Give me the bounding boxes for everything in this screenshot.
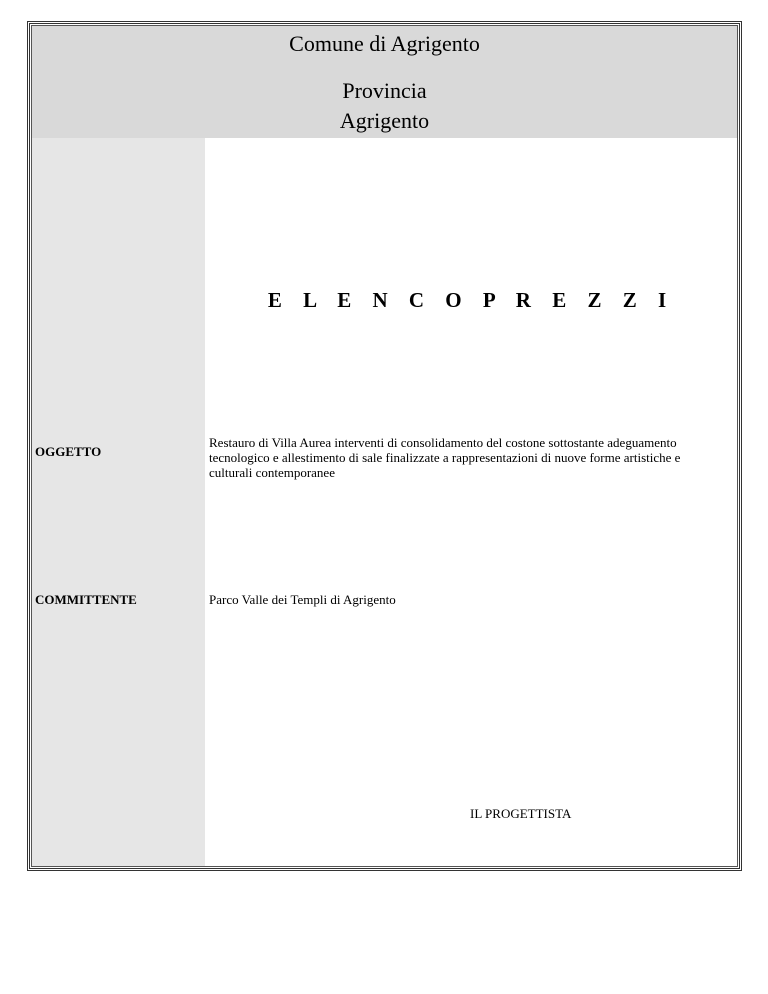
progettista-signature-label: IL PROGETTISTA (470, 806, 572, 821)
oggetto-label: OGGETTO (35, 444, 102, 459)
committente-label: COMMITTENTE (35, 592, 137, 607)
header-band (32, 26, 737, 138)
content-column (205, 138, 737, 866)
oggetto-text: Restauro di Villa Aurea interventi di consolidamento del costone sottostante adeguamento tecnologico e allestimento di sale finalizzate a rappresentazioni di nuove forme artistiche e culturali contemporanee (209, 435, 681, 480)
document-frame (27, 21, 742, 871)
provincia-label: Provincia (342, 78, 427, 103)
comune-title: Comune di Agrigento (289, 31, 480, 56)
citta-label: Agrigento (339, 108, 430, 133)
label-column (32, 138, 205, 866)
committente-text: Parco Valle dei Templi di Agrigento (209, 592, 396, 607)
frame-inner-border (31, 25, 738, 867)
document-title: E L E N C O P R E Z Z I (267, 288, 675, 312)
